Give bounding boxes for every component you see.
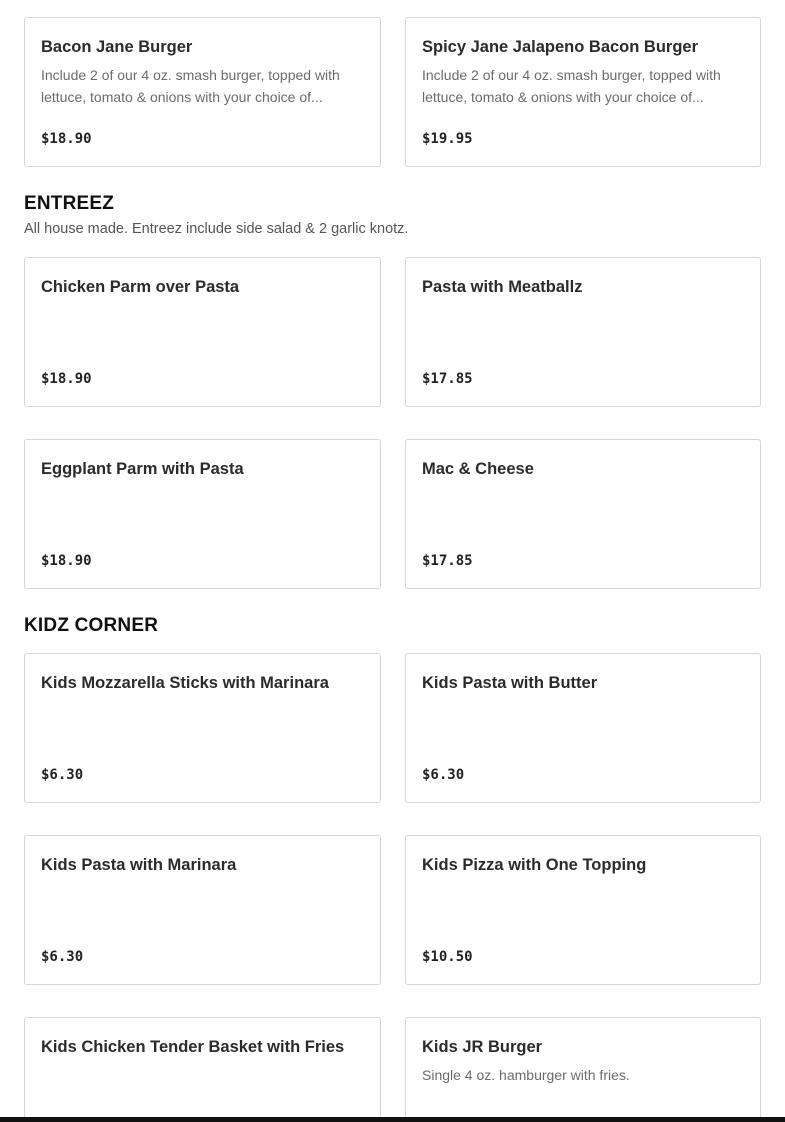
menu-item-price: $18.90 [41, 371, 92, 387]
menu-item-price: $6.30 [422, 767, 465, 783]
menu-item-price: $17.85 [422, 553, 473, 569]
menu-item-card[interactable] [405, 653, 761, 803]
menu-item-card[interactable] [24, 653, 381, 803]
menu-item-price: $18.90 [41, 553, 92, 569]
menu-item-card[interactable] [24, 835, 381, 985]
menu-item-price: $17.85 [422, 371, 473, 387]
menu-item-name: Kids Mozzarella Sticks with Marinara [41, 674, 329, 692]
menu-item-name: Bacon Jane Burger [41, 38, 193, 56]
menu-item-card[interactable] [405, 257, 761, 407]
bottom-bar [0, 1117, 785, 1122]
menu-item-card[interactable] [24, 1017, 381, 1122]
menu-item-name: Chicken Parm over Pasta [41, 278, 240, 296]
menu-item-card[interactable] [24, 17, 381, 167]
menu-item-card[interactable] [24, 257, 381, 407]
menu-item-description: Single 4 oz. hamburger with fries. [422, 1067, 630, 1083]
menu-item-price: $10.50 [422, 949, 473, 965]
menu-item-name: Mac & Cheese [422, 460, 534, 478]
menu-item-description: Include 2 of our 4 oz. smash burger, topped with lettuce, tomato & onions with your choice of... [422, 67, 721, 105]
menu-item-name: Kids JR Burger [422, 1038, 543, 1056]
menu-item-name: Kids Pasta with Butter [422, 674, 598, 692]
menu-item-card[interactable] [405, 1017, 761, 1122]
menu-item-name: Kids Pizza with One Topping [422, 856, 647, 874]
menu-item-card[interactable] [405, 835, 761, 985]
menu-item-name: Spicy Jane Jalapeno Bacon Burger [422, 38, 699, 56]
menu-item-card[interactable] [24, 439, 381, 589]
section-title-kidz-corner: KIDZ CORNER [24, 615, 159, 636]
menu-item-name: Eggplant Parm with Pasta [41, 460, 244, 478]
menu-item-description: Include 2 of our 4 oz. smash burger, topped with lettuce, tomato & onions with your choice of... [41, 67, 340, 105]
menu-item-name: Kids Pasta with Marinara [41, 856, 237, 874]
menu-item-price: $18.90 [41, 131, 92, 147]
section-title-entreez: ENTREEZ [24, 193, 115, 214]
menu-item-card[interactable] [405, 439, 761, 589]
menu-item-name: Pasta with Meatballz [422, 278, 583, 296]
menu-item-price: $6.30 [41, 949, 84, 965]
menu-item-name: Kids Chicken Tender Basket with Fries [41, 1038, 345, 1056]
menu-item-card[interactable] [405, 17, 761, 167]
menu-item-price: $6.30 [41, 767, 84, 783]
menu-item-price: $19.95 [422, 131, 473, 147]
section-description-entreez: All house made. Entreez include side salad & 2 garlic knotz. [24, 221, 409, 237]
